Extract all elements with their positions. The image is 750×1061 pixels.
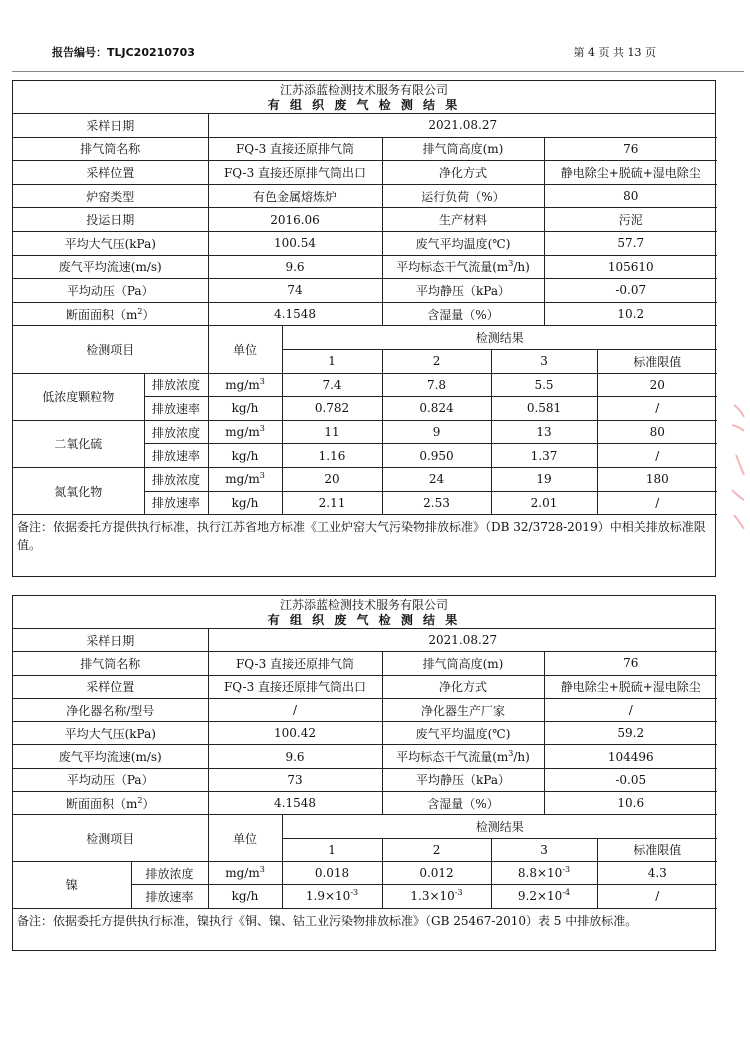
- cell-value: 污泥: [544, 208, 717, 232]
- table-row: [13, 114, 717, 137]
- header-c1: 1: [282, 838, 382, 861]
- value-cell: $9.2\times 10^{-4}$: [491, 885, 597, 908]
- metric-label: 排放速率: [144, 491, 208, 515]
- cell-value: 100.42: [208, 722, 382, 745]
- cell-label: 采样位置: [13, 161, 208, 185]
- table-row: [13, 161, 717, 185]
- table-row: [13, 184, 717, 208]
- cell-value: 4.1548: [208, 302, 382, 326]
- cell-value: 有色金属熔炼炉: [208, 184, 382, 208]
- header-limit: 标准限值: [597, 838, 717, 861]
- metric-label: 排放速率: [131, 885, 208, 908]
- metric-label: 排放浓度: [144, 467, 208, 491]
- cell-value: /: [208, 698, 382, 721]
- cell-value: -0.05: [544, 768, 717, 791]
- unit-cell: kg/h: [208, 397, 282, 421]
- table-row: [13, 302, 717, 326]
- header-c1: 1: [282, 349, 382, 373]
- value-cell: 2.11: [282, 491, 382, 515]
- table-row: [13, 137, 717, 161]
- cell-label: 断面面积$(m^2)$: [13, 302, 208, 326]
- cell-label: 废气平均温度(℃): [382, 722, 544, 745]
- value-cell: 11: [282, 420, 382, 444]
- value-cell: 7.4: [282, 373, 382, 397]
- limit-cell: /: [597, 397, 717, 421]
- header-item: 检测项目: [13, 815, 208, 861]
- value-cell: 0.012: [382, 861, 491, 884]
- limit-cell: 180: [597, 467, 717, 491]
- table-row: [13, 467, 717, 491]
- value-cell: 0.581: [491, 397, 597, 421]
- cell-label: 平均动压（Pa）: [13, 279, 208, 303]
- table-title: [13, 596, 715, 629]
- value-cell: 2.01: [491, 491, 597, 515]
- limit-cell: 80: [597, 420, 717, 444]
- value-cell: $1.3\times 10^{-3}$: [382, 885, 491, 908]
- unit-cell: $mg/m^3$: [208, 467, 282, 491]
- header-results: 检测结果: [282, 815, 717, 838]
- cell-label: 采样日期: [13, 629, 208, 652]
- unit-cell: kg/h: [208, 444, 282, 468]
- table-note: 备注：依据委托方提供执行标准，镍执行《铜、镍、钴工业污染物排放标准》（GB 25467-2010）表 5 中排放标准。: [17, 913, 638, 928]
- cell-label: 采样位置: [13, 675, 208, 698]
- value-cell: 0.018: [282, 861, 382, 884]
- table-row: [13, 629, 717, 652]
- header-c3: 3: [491, 349, 597, 373]
- value-cell: 20: [282, 467, 382, 491]
- cell-value: 105610: [544, 255, 717, 279]
- metric-label: 排放速率: [144, 397, 208, 421]
- metric-label: 排放浓度: [131, 861, 208, 884]
- value-cell: $1.9\times 10^{-3}$: [282, 885, 382, 908]
- report-number: 报告编号：TLJC20210703: [52, 46, 195, 59]
- cell-value: /: [544, 698, 717, 721]
- cell-label: 净化方式: [382, 161, 544, 185]
- value-cell: 1.16: [282, 444, 382, 468]
- cell-label: 排气筒高度(m): [382, 652, 544, 675]
- cell-label: 平均静压（kPa）: [382, 279, 544, 303]
- cell-value: 静电除尘+脱硫+湿电除尘: [544, 675, 717, 698]
- value-cell: 5.5: [491, 373, 597, 397]
- header-c2: 2: [382, 838, 491, 861]
- cell-value: 10.2: [544, 302, 717, 326]
- limit-cell: /: [597, 491, 717, 515]
- unit-cell: $mg/m^3$: [208, 861, 282, 884]
- cell-value: 2021.08.27: [208, 114, 717, 137]
- table-row: [13, 208, 717, 232]
- value-cell: 19: [491, 467, 597, 491]
- table-row: [13, 722, 717, 745]
- cell-value: FQ-3 直接还原排气筒: [208, 652, 382, 675]
- cell-label: 平均标态干气流量$(m^3/h)$: [382, 745, 544, 768]
- cell-value: FQ-3 直接还原排气筒出口: [208, 161, 382, 185]
- metric-label: 排放速率: [144, 444, 208, 468]
- cell-label: 净化方式: [382, 675, 544, 698]
- limit-cell: 4.3: [597, 861, 717, 884]
- header-limit: 标准限值: [597, 349, 717, 373]
- info-table: [13, 114, 717, 326]
- cell-label: 采样日期: [13, 114, 208, 137]
- cell-value: 2016.06: [208, 208, 382, 232]
- cell-label: 生产材料: [382, 208, 544, 232]
- header-c3: 3: [491, 838, 597, 861]
- table-title: [13, 81, 715, 114]
- header-c2: 2: [382, 349, 491, 373]
- cell-label: 含湿量（%）: [382, 792, 544, 815]
- cell-value: FQ-3 直接还原排气筒出口: [208, 675, 382, 698]
- limit-cell: /: [597, 885, 717, 908]
- cell-value: 59.2: [544, 722, 717, 745]
- metric-label: 排放浓度: [144, 420, 208, 444]
- pollutant-name: 二氧化硫: [13, 420, 144, 467]
- limit-cell: /: [597, 444, 717, 468]
- company-name: 江苏添蓝检测技术服务有限公司: [279, 598, 448, 612]
- cell-label: 废气平均流速(m/s): [13, 745, 208, 768]
- cell-value: 9.6: [208, 745, 382, 768]
- cell-label: 排气筒名称: [13, 137, 208, 161]
- cell-value: 104496: [544, 745, 717, 768]
- value-cell: 1.37: [491, 444, 597, 468]
- report-title: 有 组 织 废 气 检 测 结 果: [267, 613, 461, 627]
- table-row: [13, 255, 717, 279]
- table-row: [13, 861, 717, 884]
- cell-value: 74: [208, 279, 382, 303]
- unit-cell: $mg/m^3$: [208, 420, 282, 444]
- value-cell: 13: [491, 420, 597, 444]
- unit-cell: kg/h: [208, 491, 282, 515]
- cell-value: FQ-3 直接还原排气筒: [208, 137, 382, 161]
- results-table-2: [12, 595, 716, 951]
- header-item: 检测项目: [13, 326, 208, 373]
- table-row: [13, 420, 717, 444]
- cell-label: 平均大气压(kPa): [13, 231, 208, 255]
- header-results: 检测结果: [282, 326, 717, 349]
- cell-value: 4.1548: [208, 792, 382, 815]
- cell-label: 排气筒高度(m): [382, 137, 544, 161]
- cell-value: -0.07: [544, 279, 717, 303]
- cell-label: 断面面积$(m^2)$: [13, 792, 208, 815]
- value-cell: 2.53: [382, 491, 491, 515]
- value-cell: 9: [382, 420, 491, 444]
- table-row: [13, 231, 717, 255]
- pollutant-name: 低浓度颗粒物: [13, 373, 144, 420]
- table-header-row: [13, 326, 717, 349]
- table-row: [13, 652, 717, 675]
- cell-label: 废气平均流速(m/s): [13, 255, 208, 279]
- table-row: [13, 675, 717, 698]
- value-cell: 7.8: [382, 373, 491, 397]
- cell-label: 投运日期: [13, 208, 208, 232]
- cell-value: 2021.08.27: [208, 629, 717, 652]
- value-cell: $8.8\times 10^{-3}$: [491, 861, 597, 884]
- pollutant-name: 镍: [13, 861, 131, 908]
- table-row: [13, 373, 717, 397]
- cell-label: 平均标态干气流量$(m^3/h)$: [382, 255, 544, 279]
- cell-label: 净化器生产厂家: [382, 698, 544, 721]
- seal-stamp-fragment: [726, 395, 746, 545]
- value-cell: 0.950: [382, 444, 491, 468]
- table-row: [13, 745, 717, 768]
- value-cell: 0.782: [282, 397, 382, 421]
- cell-label: 运行负荷（%）: [382, 184, 544, 208]
- limit-cell: 20: [597, 373, 717, 397]
- value-cell: 0.824: [382, 397, 491, 421]
- cell-value: 9.6: [208, 255, 382, 279]
- table-row: [13, 768, 717, 791]
- table-row: [13, 279, 717, 303]
- results-table: [13, 815, 717, 908]
- cell-label: 净化器名称/型号: [13, 698, 208, 721]
- cell-value: 10.6: [544, 792, 717, 815]
- cell-label: 平均静压（kPa）: [382, 768, 544, 791]
- cell-value: 100.54: [208, 231, 382, 255]
- page-header: [52, 44, 656, 60]
- header-unit: 单位: [208, 326, 282, 373]
- table-row: [13, 698, 717, 721]
- header-divider: [12, 71, 744, 72]
- cell-label: 排气筒名称: [13, 652, 208, 675]
- pollutant-name: 氮氧化物: [13, 467, 144, 514]
- cell-label: 含湿量（%）: [382, 302, 544, 326]
- page-info: 第 4 页 共 13 页: [573, 46, 656, 59]
- table-row: [13, 792, 717, 815]
- unit-cell: $mg/m^3$: [208, 373, 282, 397]
- cell-value: 57.7: [544, 231, 717, 255]
- company-name: 江苏添蓝检测技术服务有限公司: [279, 83, 448, 97]
- table-header-row: [13, 815, 717, 838]
- cell-label: 平均动压（Pa）: [13, 768, 208, 791]
- metric-label: 排放浓度: [144, 373, 208, 397]
- results-table-1: [12, 80, 716, 577]
- table-note: 备注：依据委托方提供执行标准，执行江苏省地方标准《工业炉窑大气污染物排放标准》（DB 32/3728-2019）中相关排放标准限值。: [17, 520, 706, 553]
- cell-label: 炉窑类型: [13, 184, 208, 208]
- cell-value: 73: [208, 768, 382, 791]
- unit-cell: kg/h: [208, 885, 282, 908]
- cell-value: 76: [544, 137, 717, 161]
- cell-value: 80: [544, 184, 717, 208]
- header-unit: 单位: [208, 815, 282, 861]
- results-table: [13, 326, 717, 515]
- cell-label: 平均大气压(kPa): [13, 722, 208, 745]
- report-title: 有 组 织 废 气 检 测 结 果: [267, 98, 461, 112]
- cell-label: 废气平均温度(℃): [382, 231, 544, 255]
- cell-value: 静电除尘+脱硫+湿电除尘: [544, 161, 717, 185]
- info-table: [13, 629, 717, 815]
- value-cell: 24: [382, 467, 491, 491]
- cell-value: 76: [544, 652, 717, 675]
